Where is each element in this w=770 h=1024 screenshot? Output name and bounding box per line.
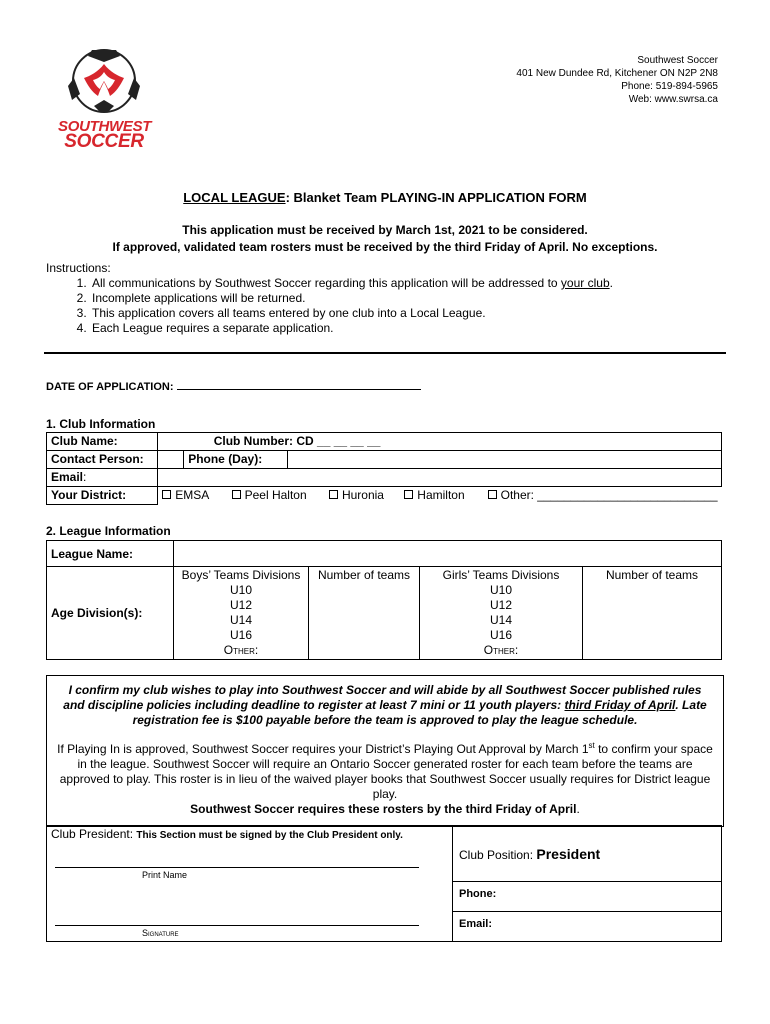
email-label: Email: xyxy=(47,469,158,487)
your-club-underlined: your club xyxy=(560,276,610,290)
president-label-text: Club President: xyxy=(51,827,134,841)
girls-divisions xyxy=(420,567,583,660)
instructions-list xyxy=(46,276,613,336)
title-rest: : Blanket Team PLAYING-IN APPLICATION FORM xyxy=(285,190,587,205)
club-position-cell xyxy=(453,826,722,882)
title-underlined: LOCAL LEAGUE xyxy=(183,190,286,205)
instruction-item: 2. Incomplete applications will be returned. xyxy=(90,291,613,306)
roster-deadline xyxy=(47,802,723,817)
instructions xyxy=(46,261,613,336)
district-label-text: Other: ___________________________ xyxy=(500,488,718,502)
signature-table xyxy=(46,825,722,942)
district-options xyxy=(158,487,722,505)
confirmation-box xyxy=(46,675,724,827)
phone-cell[interactable]: Phone: xyxy=(453,882,722,912)
notice-line-1: This application must be received by March 1st, 2021 to be considered. xyxy=(182,223,588,237)
date-label: DATE OF APPLICATION: xyxy=(46,381,174,393)
num-teams-header: Number of teams xyxy=(605,568,699,582)
num-teams-header: Number of teams xyxy=(317,568,411,582)
org-contact-block xyxy=(516,54,718,106)
date-of-application xyxy=(46,379,421,393)
league-information-table xyxy=(46,540,722,660)
checkbox-icon[interactable] xyxy=(162,490,171,499)
district-label-text: Peel Halton xyxy=(244,488,307,502)
division-u14: U14 xyxy=(229,613,252,627)
date-input-line[interactable] xyxy=(177,379,421,390)
club-position-value: President xyxy=(536,845,601,862)
soccer-ball-logo-icon xyxy=(58,48,150,114)
section-1-heading: 1. Club Information xyxy=(46,417,156,431)
district-label-text: EMSA xyxy=(175,488,210,502)
league-name-field[interactable] xyxy=(174,541,722,567)
instruction-item: 4. Each League requires a separate application. xyxy=(90,321,613,336)
playing-in-paragraph xyxy=(47,728,723,802)
district-option-hamilton[interactable] xyxy=(404,488,484,502)
district-label: Your District: xyxy=(47,487,158,505)
club-name-label: Club Name: xyxy=(47,433,158,451)
division-u16: U16 xyxy=(229,628,252,642)
division-u14: U14 xyxy=(489,613,512,627)
signature-label: Signature xyxy=(142,928,179,938)
division-other: Other: xyxy=(223,643,259,657)
girls-header: Girls’ Teams Divisions xyxy=(442,568,560,582)
checkbox-icon[interactable] xyxy=(232,490,241,499)
president-label xyxy=(51,827,403,841)
instruction-text: . xyxy=(609,276,613,290)
signature-line[interactable] xyxy=(55,925,419,926)
division-u10: U10 xyxy=(229,583,252,597)
boys-header: Boys’ Teams Divisions xyxy=(181,568,301,582)
para-text: If Playing In is approved, Southwest Soccer requires your District’s Playing Out Approval by March 1 xyxy=(57,742,589,756)
league-name-label xyxy=(47,541,174,567)
para-sup: st xyxy=(588,741,595,750)
checkbox-icon[interactable] xyxy=(488,490,497,499)
org-web: Web: www.swrsa.ca xyxy=(628,94,718,105)
logo-wordmark xyxy=(58,118,152,152)
checkbox-icon[interactable] xyxy=(329,490,338,499)
district-label-text: Hamilton xyxy=(417,488,465,502)
phone-day-label: Phone (Day): xyxy=(184,451,288,469)
division-u12: U12 xyxy=(229,598,252,612)
roster-tail: . xyxy=(576,802,580,816)
logo-line-2: SOCCER xyxy=(64,131,144,152)
confirm-text: I confirm my club wishes to play into Southwest Soccer and will abide by all Southwest Soccer published rules and discipline policies including deadline to register at least 7 mini or 11 youth players: xyxy=(63,683,702,712)
section-2-heading: 2. League Information xyxy=(46,524,171,538)
boys-divisions xyxy=(174,567,309,660)
org-phone: Phone: 519-894-5965 xyxy=(621,81,718,92)
club-name-field[interactable] xyxy=(158,433,184,451)
checkbox-icon[interactable] xyxy=(404,490,413,499)
boys-number-of-teams[interactable] xyxy=(309,567,420,660)
deadline-notice xyxy=(0,222,770,256)
club-number-label[interactable]: Club Number: CD __ __ __ __ xyxy=(184,433,722,451)
contact-person-field[interactable] xyxy=(158,451,184,469)
age-division-label: Age Division(s): xyxy=(47,567,174,660)
division-other: Other: xyxy=(483,643,519,657)
club-information-table xyxy=(46,432,722,505)
roster-text: Southwest Soccer requires these rosters by the third Friday of April xyxy=(190,802,577,816)
district-option-peel-halton[interactable] xyxy=(232,488,326,502)
logo-line-1: SOUTHWEST xyxy=(58,118,152,135)
form-title xyxy=(0,190,770,205)
district-option-huronia[interactable] xyxy=(329,488,401,502)
email-cell[interactable]: Email: xyxy=(453,912,722,942)
district-option-other[interactable] xyxy=(488,488,718,502)
confirm-text: . Late registration fee is $100 payable before the team is approved to play the league schedule. xyxy=(132,698,707,727)
instruction-text: All communications by Southwest Soccer regarding this application will be addressed to xyxy=(92,276,561,290)
division-u16: U16 xyxy=(489,628,512,642)
phone-day-field[interactable] xyxy=(288,451,722,469)
club-position-label: Club Position: xyxy=(459,847,534,862)
league-name-text: League Name: xyxy=(51,546,134,561)
confirmation-statement xyxy=(47,676,723,728)
notice-line-2: If approved, validated team rosters must be received by the third Friday of April. No exceptions. xyxy=(112,240,658,254)
division-u12: U12 xyxy=(489,598,512,612)
president-note: This Section must be signed by the Club President only. xyxy=(136,830,403,841)
email-field[interactable] xyxy=(158,469,722,487)
girls-number-of-teams[interactable] xyxy=(583,567,722,660)
print-name-line[interactable] xyxy=(55,867,419,868)
district-option-emsa[interactable] xyxy=(162,488,228,502)
division-u10: U10 xyxy=(489,583,512,597)
contact-person-label: Contact Person: xyxy=(47,451,158,469)
instructions-heading: Instructions: xyxy=(46,261,111,275)
instruction-item: 3. This application covers all teams entered by one club into a Local League. xyxy=(90,306,613,321)
district-label-text: Huronia xyxy=(341,488,384,502)
southwest-soccer-logo xyxy=(58,48,152,152)
print-name-label: Print Name xyxy=(142,870,188,880)
para-text: to confirm your space in the league. Southwest Soccer will require an Ontario Soccer generated roster for each team before the teams are approved to play. This roster is in lieu of the waived player books that Southwest Soccer usually requires for District league play. xyxy=(59,742,713,801)
president-signature-cell xyxy=(47,826,453,942)
org-address: 401 New Dundee Rd, Kitchener ON N2P 2N8 xyxy=(516,68,718,79)
confirm-underlined: third Friday of April xyxy=(564,698,676,712)
divider xyxy=(44,352,726,354)
instruction-item xyxy=(90,276,613,291)
org-name: Southwest Soccer xyxy=(637,55,718,66)
